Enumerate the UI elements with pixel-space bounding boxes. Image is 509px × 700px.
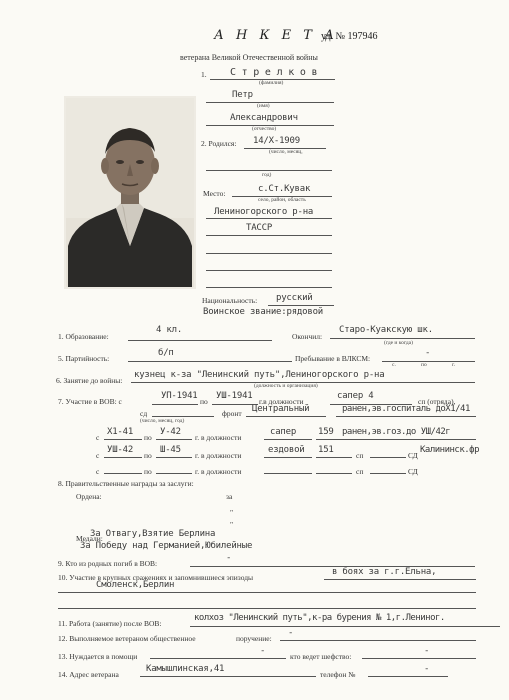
orders-dash-2: " bbox=[230, 520, 234, 529]
postwar-work-label: 11. Работа (занятие) после ВОВ: bbox=[58, 619, 162, 628]
nationality-line bbox=[268, 305, 334, 306]
phone-label: телефон № bbox=[320, 670, 356, 679]
battles-line-3 bbox=[58, 608, 476, 609]
service-row4-division-label: СД bbox=[408, 467, 418, 476]
first-name-value: Петр bbox=[232, 90, 253, 100]
service-unit-label: сп (отряда), bbox=[418, 397, 456, 406]
vlksm-hint-from: с. bbox=[392, 362, 396, 368]
education-label: 1. Образование: bbox=[58, 332, 109, 341]
item-number-1: 1. bbox=[201, 70, 207, 79]
social-label: 12. Выполняемое ветераном общественное bbox=[58, 634, 196, 643]
form-title: А Н К Е Т А bbox=[214, 28, 338, 43]
awards-label: 8. Правительственные награды за заслуги: bbox=[58, 479, 194, 488]
surname-value: С т р е л к о в bbox=[230, 67, 318, 78]
service-row4-regiment-line bbox=[370, 473, 406, 474]
place-label: Место: bbox=[203, 189, 226, 198]
born-caption: (число, месяц, bbox=[269, 149, 303, 155]
service-row3-regiment-line bbox=[370, 457, 406, 458]
service-row3-division-label: СД bbox=[408, 451, 418, 460]
prewar-value: кузнец к-за "Ленинский путь",Лениногорского р-на bbox=[134, 370, 385, 380]
finished-caption: (где и когда) bbox=[384, 340, 413, 346]
service-wound-line bbox=[336, 416, 476, 417]
patron-value: - bbox=[424, 646, 430, 656]
service-wound-note: ранен,эв.госпиталь доХ1/41 bbox=[342, 404, 470, 414]
place-district: Лениногорского р-на bbox=[214, 207, 314, 217]
born-year-line bbox=[206, 170, 332, 171]
orders-dash-1: " bbox=[230, 508, 234, 517]
place-republic-line bbox=[206, 235, 332, 236]
certificate-number: уд. № 197946 bbox=[321, 31, 378, 42]
born-value: 14/X-1909 bbox=[253, 136, 300, 146]
finished-label: Окончил: bbox=[292, 332, 323, 341]
social-line bbox=[280, 640, 476, 641]
surname-caption: (фамилия) bbox=[259, 80, 284, 86]
service-row2-from: Х1-41 bbox=[107, 427, 134, 437]
battles-value-2: Смоленск,Берлин bbox=[96, 580, 175, 590]
form-subtitle: ветерана Великой Отечественной войны bbox=[180, 53, 318, 62]
service-row3-position-line bbox=[264, 457, 312, 458]
service-to: УШ-1941 bbox=[216, 391, 253, 401]
first-name-caption: (имя) bbox=[257, 103, 270, 109]
veteran-photo bbox=[64, 96, 196, 289]
patronymic-value: Александрович bbox=[230, 113, 298, 123]
rank-value: Воинское звание:рядовой bbox=[203, 307, 324, 317]
service-row2-note-line bbox=[316, 439, 476, 440]
battles-line-2 bbox=[58, 592, 476, 593]
nationality-label: Национальность: bbox=[202, 296, 258, 305]
service-row3-unit: 151 bbox=[318, 445, 334, 455]
service-row4-to-line bbox=[156, 473, 192, 474]
service-row4-regiment-label: сп bbox=[356, 467, 364, 476]
service-row2-to-line bbox=[156, 439, 192, 440]
orders-for-label: за bbox=[226, 492, 233, 501]
service-row3-to-prefix: по bbox=[144, 451, 152, 460]
year-caption: год) bbox=[262, 172, 272, 178]
service-row3-to-line bbox=[156, 457, 192, 458]
place-value: с.Ст.Кувак bbox=[258, 184, 311, 194]
help-line bbox=[150, 658, 286, 659]
service-row2-from-line bbox=[104, 439, 142, 440]
service-row3-from-line bbox=[104, 457, 142, 458]
social-label-2: поручение: bbox=[236, 634, 272, 643]
battles-label: 10. Участие в крупных сражениях и запомнившиеся эпизоды bbox=[58, 573, 254, 582]
portrait-image bbox=[64, 96, 196, 289]
address-line bbox=[140, 676, 316, 677]
relatives-label: 9. Кто из родных погиб в ВОВ: bbox=[58, 559, 158, 568]
service-division-label: сд bbox=[140, 409, 148, 418]
phone-value: - bbox=[424, 664, 430, 674]
service-row2-to: У-42 bbox=[160, 427, 181, 437]
education-value: 4 кл. bbox=[156, 325, 183, 335]
party-label: 5. Партийность: bbox=[58, 354, 110, 363]
service-from-line bbox=[152, 404, 198, 405]
service-row4-unit-line bbox=[316, 473, 352, 474]
education-line bbox=[128, 340, 272, 341]
service-division-line bbox=[152, 416, 214, 417]
address-value: Камышлинская,41 bbox=[146, 664, 225, 674]
service-row2-from-prefix: с bbox=[96, 433, 100, 442]
service-row3-position: ездовой bbox=[268, 445, 305, 455]
vlksm-hint-year: г. bbox=[452, 362, 456, 368]
service-front-label: фронт bbox=[222, 409, 242, 418]
prewar-label: 6. Занятие до войны: bbox=[56, 376, 123, 385]
postwar-work-line bbox=[190, 626, 500, 627]
service-row3-from-prefix: с bbox=[96, 451, 100, 460]
address-label: 14. Адрес ветерана bbox=[58, 670, 119, 679]
battles-line-1 bbox=[324, 579, 476, 580]
patron-line bbox=[362, 658, 476, 659]
prewar-caption: (должность и организация) bbox=[254, 383, 318, 389]
medals-line-1: За Отвагу,Взятие Берлина bbox=[90, 529, 216, 539]
service-row4-from-line bbox=[104, 473, 142, 474]
service-row3-to: Ш-45 bbox=[160, 445, 181, 455]
service-row3-unit-line bbox=[316, 457, 352, 458]
service-front-value: Центральный bbox=[252, 404, 310, 414]
medals-label: Медали: bbox=[76, 534, 103, 543]
first-name-line bbox=[206, 102, 334, 103]
service-row4-position-line bbox=[264, 473, 312, 474]
service-row3-regiment-label: сп bbox=[356, 451, 364, 460]
service-date-caption: (число, месяц, год) bbox=[140, 418, 185, 424]
medals-line-2: За Победу над Германией,Юбилейные bbox=[80, 541, 253, 551]
service-row2-position-label: г. в должности bbox=[195, 433, 242, 442]
place-blank-line-3 bbox=[206, 287, 332, 288]
service-row4-position-label: г. в должности bbox=[195, 467, 242, 476]
service-front-line bbox=[246, 416, 326, 417]
orders-label: Ордена: bbox=[76, 492, 102, 501]
social-value: - bbox=[288, 628, 294, 638]
place-republic: ТАССР bbox=[246, 223, 273, 233]
place-caption: село, район, область bbox=[258, 197, 306, 203]
place-blank-line-1 bbox=[206, 253, 332, 254]
help-value: - bbox=[260, 646, 266, 656]
service-to-prefix: по bbox=[200, 397, 208, 406]
service-row2-position-line bbox=[264, 439, 312, 440]
vlksm-value: - bbox=[425, 348, 431, 358]
place-district-line bbox=[206, 218, 332, 219]
finished-line bbox=[330, 338, 475, 339]
service-label: 7. Участие в ВОВ: с bbox=[58, 397, 122, 406]
party-value: б/п bbox=[158, 348, 174, 358]
service-row4-to-prefix: по bbox=[144, 467, 152, 476]
finished-value: Старо-Куакскую шк. bbox=[339, 325, 433, 335]
born-label: 2. Родился: bbox=[201, 139, 237, 148]
service-row2-to-prefix: по bbox=[144, 433, 152, 442]
vlksm-label: Пребывание в ВЛКСМ: bbox=[295, 354, 371, 363]
service-row3-from: УШ-42 bbox=[107, 445, 134, 455]
patron-label: кто ведет шефство: bbox=[290, 652, 352, 661]
service-row2-position: сапер bbox=[270, 427, 297, 437]
service-row4-from-prefix: с bbox=[96, 467, 100, 476]
battles-value-1: в боях за г.г.Ельна, bbox=[332, 567, 437, 577]
service-row3-front: Калининск.фр bbox=[420, 445, 480, 455]
service-from: УП-1941 bbox=[161, 391, 198, 401]
nationality-value: русский bbox=[276, 293, 313, 303]
phone-line bbox=[368, 676, 448, 677]
relatives-value: - bbox=[226, 553, 232, 563]
postwar-work-value: колхоз "Ленинский путь",к-ра бурения № 1,г.Лениног. bbox=[194, 613, 445, 623]
help-label: 13. Нуждается в помощи bbox=[58, 652, 138, 661]
party-line bbox=[128, 361, 292, 362]
vlksm-hint-to: по bbox=[421, 362, 427, 368]
patronymic-caption: (отчество) bbox=[252, 126, 277, 132]
service-row2-note: ранен,эв.гоз.до УШ/42г bbox=[342, 427, 451, 437]
service-row2-unit: 159 bbox=[318, 427, 334, 437]
service-row3-position-label: г. в должности bbox=[195, 451, 242, 460]
service-position-value: сапер 4 bbox=[337, 391, 374, 401]
place-blank-line-2 bbox=[206, 270, 332, 271]
service-position-label: г.в должности bbox=[259, 397, 304, 406]
